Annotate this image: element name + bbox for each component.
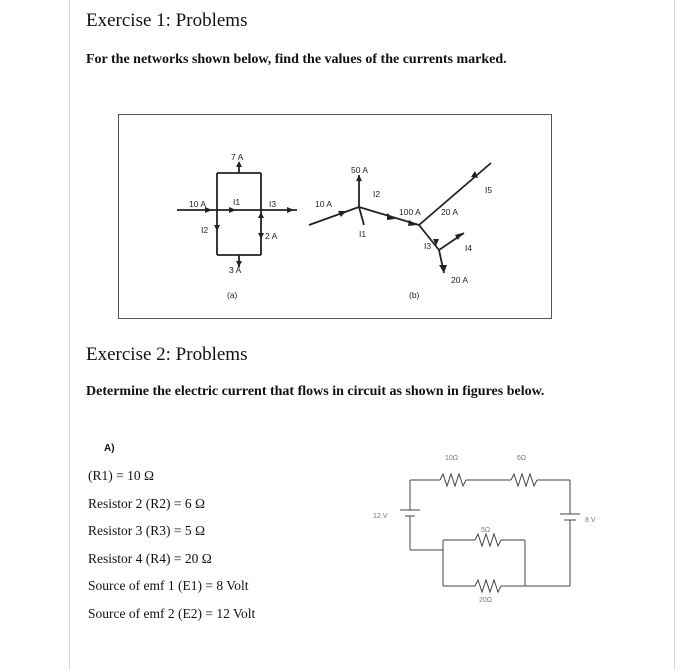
exercise1-title: Exercise 1: Problems — [86, 10, 248, 31]
circuit-r4-label: 20Ω — [479, 597, 493, 604]
list-item-e2: Source of emf 2 (E2) = 12 Volt — [88, 605, 256, 621]
fig-b-10A: 10 A — [315, 199, 333, 209]
fig-b-I2: I2 — [373, 189, 381, 199]
circuit-diagram — [365, 440, 605, 615]
fig-a-10A: 10 A — [189, 199, 207, 209]
exercise1-figure — [118, 114, 552, 319]
fig-b-20A: 20 A — [441, 207, 459, 217]
component-list — [88, 462, 255, 628]
circuit-r1-label: 10Ω — [445, 455, 459, 462]
circuit-r2-label: 6Ω — [517, 455, 527, 462]
list-item-r4: Resistor 4 (R4) = 20 Ω — [88, 550, 212, 566]
exercise1-instruction: For the networks shown below, find the values of the currents marked. — [86, 52, 507, 67]
fig-b-50A: 50 A — [351, 165, 369, 175]
fig-b-I1: I1 — [359, 229, 367, 239]
exercise2-title: Exercise 2: Problems — [86, 344, 248, 365]
fig-a-I3: I3 — [269, 199, 277, 209]
fig-b-I5: I5 — [485, 185, 493, 195]
fig-b-I3: I3 — [424, 241, 432, 251]
circuit-r3-label: 5Ω — [481, 527, 491, 534]
fig-b-20A-bottom: 20 A — [451, 275, 469, 285]
fig-b-caption: (b) — [409, 290, 420, 300]
part-a-label: A) — [104, 443, 115, 454]
fig-a-I2: I2 — [201, 225, 209, 235]
fig-a-3A: 3 A — [229, 265, 242, 275]
list-item-e1: Source of emf 1 (E1) = 8 Volt — [88, 578, 249, 594]
list-item-r1: (R1) = 10 Ω — [88, 468, 155, 483]
fig-a-caption: (a) — [227, 290, 238, 300]
fig-b-100A: 100 A — [399, 207, 421, 217]
fig-a-2A: 2 A — [265, 231, 278, 241]
fig-a-I1: I1 — [233, 197, 241, 207]
list-item-r3: Resistor 3 (R3) = 5 Ω — [88, 523, 206, 539]
fig-a-7A: 7 A — [231, 152, 244, 162]
fig-b-I4: I4 — [465, 243, 473, 253]
circuit-e1-label: 8 V — [585, 517, 596, 524]
exercise2-instruction: Determine the electric current that flows in circuit as shown in figures below. — [86, 384, 545, 399]
list-item-r2: Resistor 2 (R2) = 6 Ω — [88, 495, 206, 511]
circuit-e2-label: 12 V — [373, 513, 388, 520]
networks-diagram — [119, 115, 551, 318]
